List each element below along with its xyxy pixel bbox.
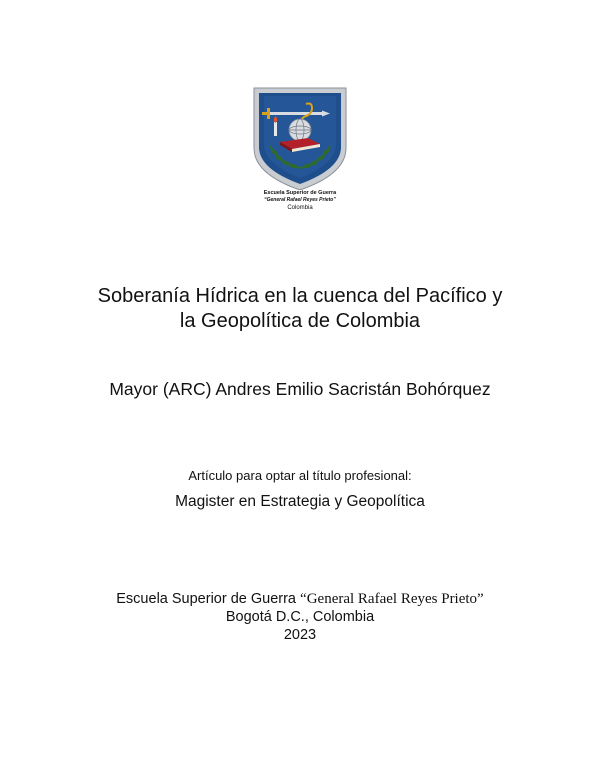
- shield-crest-icon: [250, 86, 350, 190]
- degree-name: Magister en Estrategia y Geopolítica: [175, 493, 425, 510]
- title-line2: la Geopolítica de Colombia: [179, 310, 421, 332]
- logo-caption-line2: “General Rafael Reyes Prieto”: [264, 197, 336, 203]
- institution-honorific: “General Rafael Reyes Prieto”: [300, 591, 484, 607]
- publication-year: 2023: [283, 627, 317, 643]
- author-name: Mayor (ARC) Andres Emilio Sacristán Bohórquez: [109, 379, 491, 399]
- document-title: [50, 284, 550, 334]
- logo-caption-line3: Colombia: [287, 205, 313, 211]
- institution-logo: [250, 86, 350, 218]
- article-label: Artículo para optar al título profesional:: [188, 468, 412, 483]
- institution-prefix: Escuela Superior de Guerra: [116, 591, 297, 607]
- city-location: Bogotá D.C., Colombia: [225, 609, 375, 625]
- logo-caption-line1: Escuela Superior de Guerra: [263, 190, 337, 196]
- institution-name: [30, 590, 570, 609]
- title-line1: Soberanía Hídrica en la cuenca del Pacífico y: [97, 285, 503, 307]
